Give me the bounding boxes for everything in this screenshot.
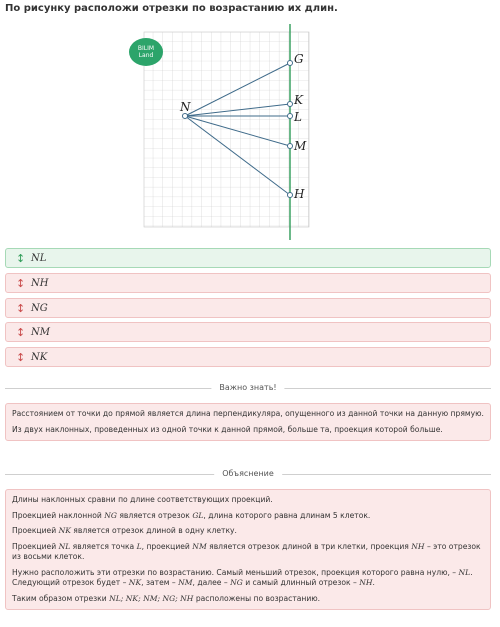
explanation-line: Длины наклонных сравни по длине соответствующих проекций. xyxy=(12,495,273,504)
important-text-1: Расстоянием от точки до прямой является длина перпендикуляра, опущенного из данной точки на данную прямую. xyxy=(12,409,484,418)
drag-handle-icon[interactable]: ↕ xyxy=(16,252,26,265)
sortable-item[interactable] xyxy=(5,298,491,318)
point-G xyxy=(288,61,293,66)
drag-handle-icon[interactable]: ↕ xyxy=(16,326,26,339)
item-label: NG xyxy=(31,303,48,314)
label-L: L xyxy=(294,110,302,124)
drag-handle-icon[interactable]: ↕ xyxy=(16,351,26,364)
label-H: H xyxy=(294,187,305,201)
important-text-2: Из двух наклонных, проведенных из одной точки к данной прямой, больше та, проекция которой больше. xyxy=(12,424,443,434)
explanation-line: Проекцией NK является отрезок длиной в одну клетку. xyxy=(12,526,237,535)
explanation-line: Проекцией наклонной NG является отрезок GL, длина которого равна длинам 5 клеток. xyxy=(12,510,371,520)
explanation-line: Нужно расположить эти отрезки по возрастанию. Самый меньший отрезок, проекция которого равна нулю, – NL. Следующий отрезок будет – NK, затем – NM, далее – NG и самый длинный отрезок – NH. xyxy=(12,567,473,587)
point-H xyxy=(288,193,293,198)
grid-background xyxy=(144,32,309,227)
point-M xyxy=(288,144,293,149)
drag-handle-icon[interactable]: ↕ xyxy=(16,277,26,290)
item-label: NK xyxy=(31,352,48,363)
sortable-item[interactable] xyxy=(5,347,491,367)
label-G: G xyxy=(294,52,304,66)
important-box xyxy=(5,403,491,441)
point-L xyxy=(288,114,293,119)
item-label: NL xyxy=(31,253,47,264)
bilimland-logo: BILIM Land xyxy=(129,38,163,66)
label-N: N xyxy=(180,100,191,114)
sortable-item[interactable] xyxy=(5,322,491,342)
important-heading: Важно знать! xyxy=(211,382,284,394)
explanation-divider xyxy=(5,468,491,480)
page-title: По рисунку расположи отрезки по возрастанию их длин. xyxy=(5,3,338,14)
drag-handle-icon[interactable]: ↕ xyxy=(16,302,26,315)
point-K xyxy=(288,102,293,107)
important-divider xyxy=(5,382,491,394)
sortable-item[interactable] xyxy=(5,273,491,293)
item-label: NH xyxy=(31,278,49,289)
item-label: NM xyxy=(31,327,50,338)
label-K: K xyxy=(294,93,303,107)
point-N xyxy=(183,114,188,119)
explanation-line: Проекцией NL является точка L, проекцией NM является отрезок длиной в три клетки, проекция NH – это отрезок из восьми клеток. xyxy=(12,541,481,561)
explanation-heading: Объяснение xyxy=(214,468,282,480)
label-M: M xyxy=(294,139,307,153)
explanation-line: Таким образом отрезки NL; NK; NM; NG; NH расположены по возрастанию. xyxy=(12,593,321,603)
sortable-item[interactable] xyxy=(5,248,491,268)
explanation-box xyxy=(5,489,491,610)
